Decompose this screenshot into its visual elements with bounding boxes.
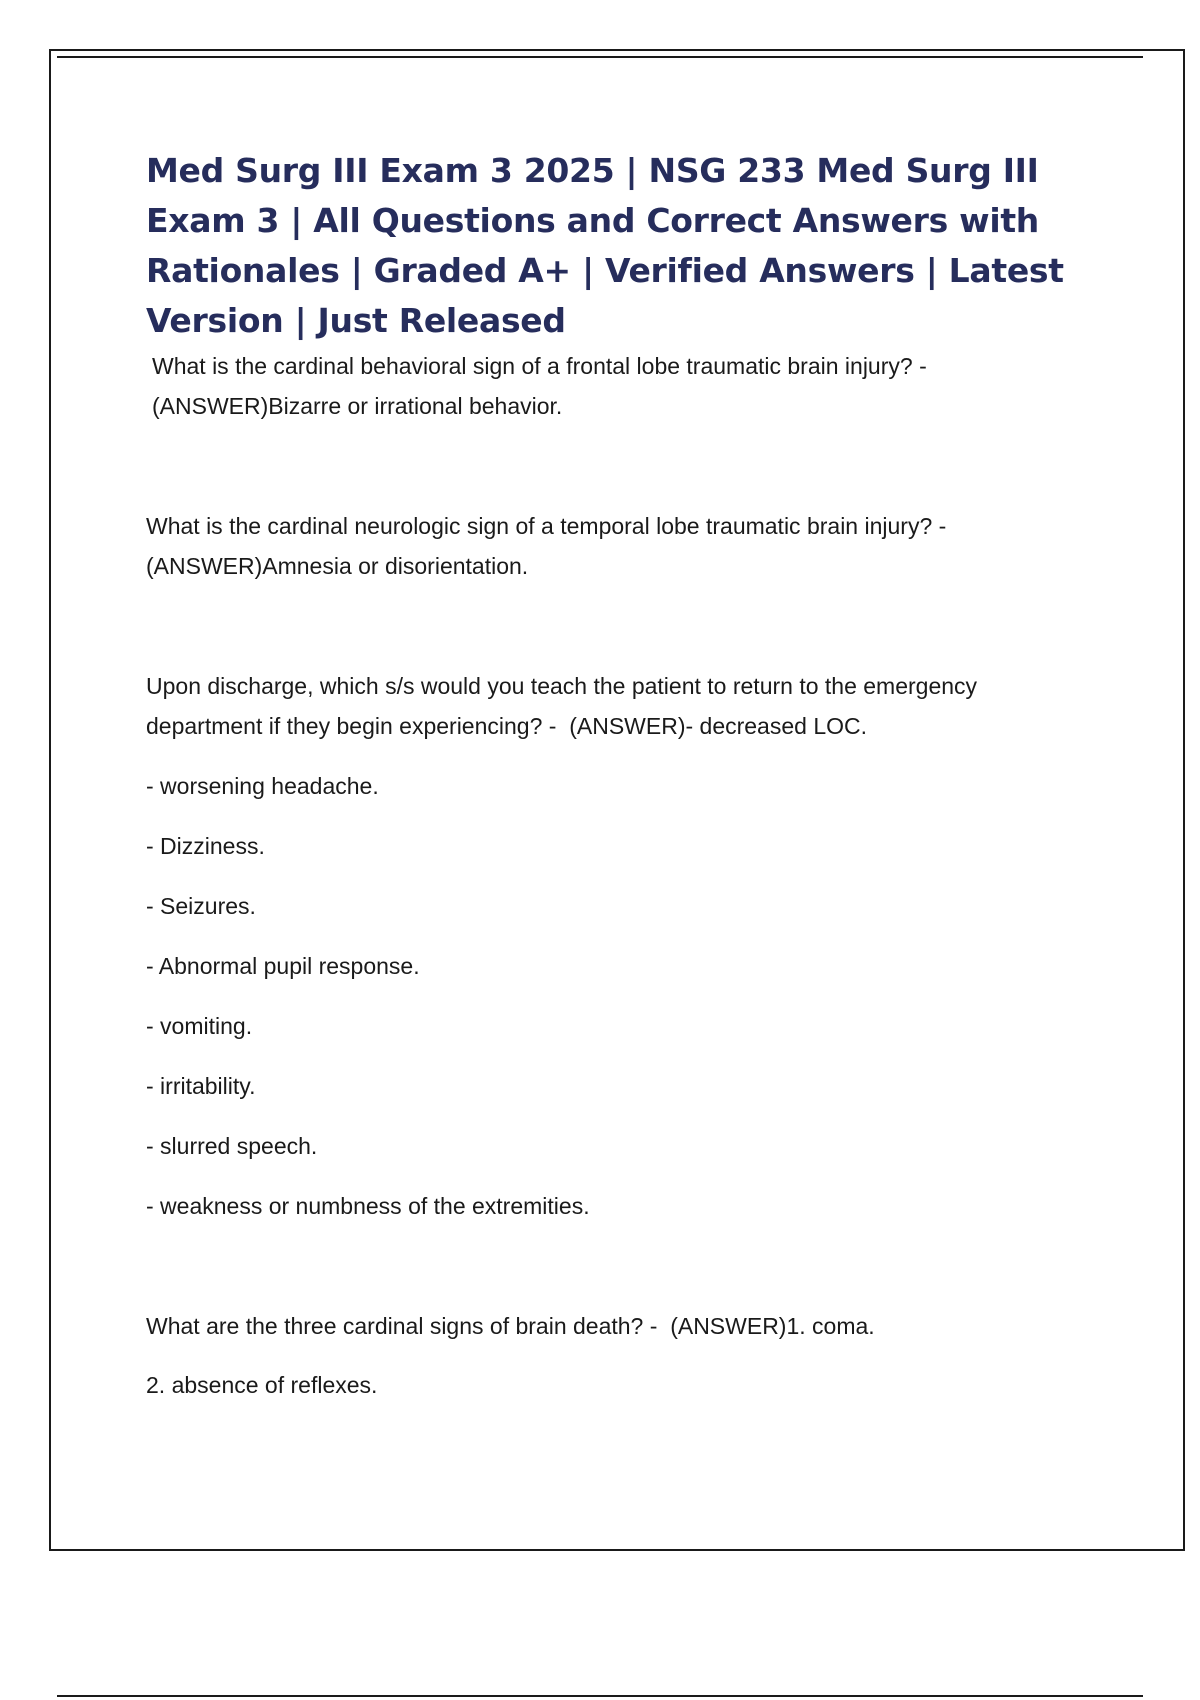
list-item: - vomiting. [146, 1013, 253, 1039]
list-item: - weakness or numbness of the extremities. [146, 1193, 590, 1219]
question-text: What is the cardinal neurologic sign of a temporal lobe traumatic brain injury? - [146, 513, 947, 539]
top-rule [57, 56, 1143, 58]
qa-block-2 [146, 506, 1086, 586]
list-item: - slurred speech. [146, 1133, 318, 1159]
question-text: Upon discharge, which s/s would you teach the patient to return to the emergency department if they begin experiencing? - [146, 673, 978, 739]
answer-text: (ANSWER)Amnesia or disorientation. [146, 553, 529, 579]
list-item: - worsening headache. [146, 773, 379, 799]
answer-text: (ANSWER)- decreased LOC. [569, 713, 868, 739]
qa-block-1 [146, 346, 1086, 426]
bottom-rule [57, 1695, 1143, 1697]
list-item: - Seizures. [146, 893, 256, 919]
document-title: Med Surg III Exam 3 2025 | NSG 233 Med Surg III Exam 3 | All Questions and Correct Answers with Rationales | Graded A+ | Verified Answers | Latest Version | Just Released [146, 151, 1064, 340]
list-item: 2. absence of reflexes. [146, 1372, 378, 1398]
qa-block-3 [146, 666, 1086, 746]
answer-text: (ANSWER)Bizarre or irrational behavior. [152, 393, 563, 419]
document-body [146, 146, 1086, 1405]
answer-text: (ANSWER)1. coma. [670, 1313, 875, 1339]
qa-block-4 [146, 1306, 1086, 1346]
list-item: - Abnormal pupil response. [146, 953, 420, 979]
question-text: What are the three cardinal signs of brain death? - [146, 1313, 658, 1339]
list-item: - Dizziness. [146, 833, 265, 859]
list-item: - irritability. [146, 1073, 256, 1099]
question-text: What is the cardinal behavioral sign of a frontal lobe traumatic brain injury? - [152, 353, 927, 379]
